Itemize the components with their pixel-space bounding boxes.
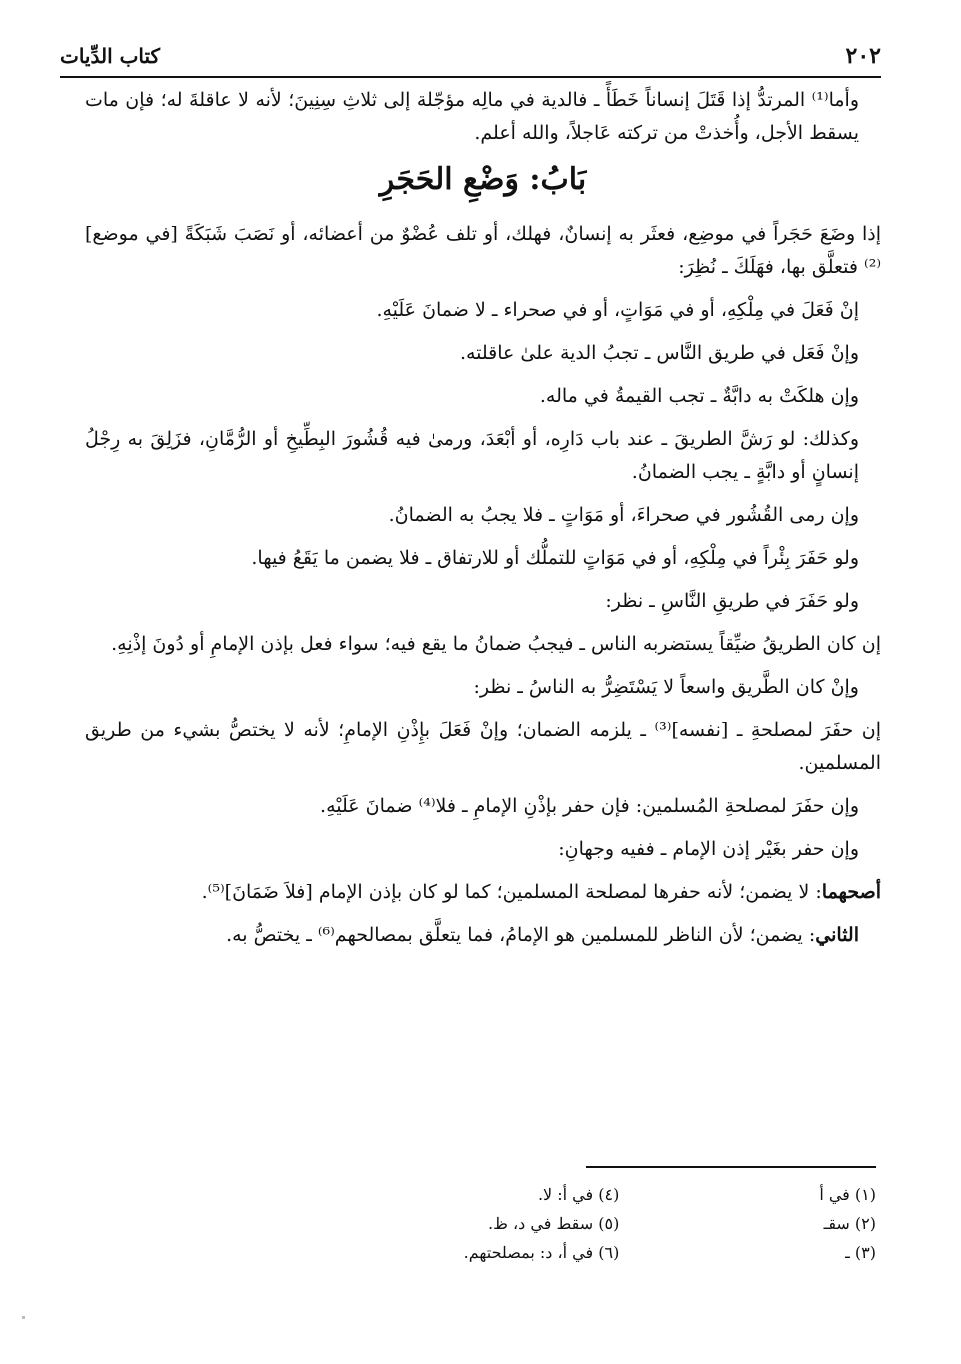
footnote-rule [586, 1166, 876, 1168]
paragraph: وإن رمى القُشُور في صحراءَ، أو مَوَاتٍ ـ فلا يجبُ به الضمانُ. [388, 504, 859, 526]
paragraph: ولو حَفَرَ في طريقِ النَّاسِ ـ نظر: [605, 590, 859, 612]
paragraph: إن حفَرَ لمصلحةِ ـ [نفسه]⁽³⁾ ـ يلزمه الضمان؛ وإنْ فَعَلَ بإِذْنِ الإمامِ؛ لأنه لا يختصُّ بشيء من طريق المسلمين. [85, 719, 881, 774]
paragraph: ولو حَفَرَ بِئْراً في مِلْكِهِ، أو في مَوَاتٍ للتملُّك أو للارتفاق ـ فلا يضمن ما يَقَعُ فيها. [251, 547, 859, 569]
main-text [85, 84, 881, 962]
paragraph: وأما⁽¹⁾ المرتدُّ إذا قَتَلَ إنساناً خَطَأً ـ فالدية في مالِه مؤجّلة إلى ثلاثِ سِنِينَ؛ لأنه لا عاقلةَ له؛ فإن مات يسقط الأجل، وأُخذتْ من تركته عَاجلاً، والله أعلم. [85, 89, 859, 144]
scan-mark [22, 1316, 25, 1319]
paragraph: وكذلك: لو رَشَّ الطريقَ ـ عند باب دَارِه، أو أبْعَدَ، ورمىٰ فيه قُشُورَ البِطِّيخِ أو الرُّمَّانِ، فزَلِقَ به رِجْلُ إنسانٍ أو دابَّةٍ ـ يجب الضمانُ. [85, 428, 859, 483]
paragraph: وإنْ فَعَل في طريق النَّاس ـ تجبُ الدية علىٰ عاقلته. [459, 342, 859, 364]
opinion-second [85, 919, 881, 952]
paragraph: إن كان الطريقُ ضيِّقاً يستضربه الناس ـ فيجبُ ضمانُ ما يقع فيه؛ سواء فعل بإذن الإمامِ أو دُونَ إذْنِهِ. [111, 633, 881, 655]
page-header [60, 36, 881, 78]
chapter-title: بَابُ: وَضْعِ الحَجَرِ [379, 162, 587, 197]
footnotes-left-column [464, 1180, 620, 1267]
paragraph: إذا وضَعَ حَجَراً في موضِع، فعثَر به إنسانٌ، فهلك، أو تلف عُضْوٌ من أعضائه، أو نَصَبَ شَبَكَةً [في موضع]⁽²⁾ فتعلَّق بها، فهَلَكَ ـ نُظِرَ: [85, 223, 881, 278]
footnote: (٥) سقط في د، ظ. [488, 1214, 620, 1233]
footnote: (٢) سقـ [823, 1214, 876, 1233]
footnote: (٦) في أ، د: بمصلحتهم. [463, 1243, 620, 1262]
book-title: كتاب الدِّيات [60, 44, 161, 68]
opinion-text: : يضمن؛ لأن الناظر للمسلمين هو الإمامُ، فما يتعلَّق بمصالحهم⁽⁶⁾ ـ يختصُّ به. [226, 924, 816, 946]
footnote: (٣) ـ [845, 1243, 876, 1262]
opinion-label: أصحهما [821, 881, 881, 903]
opinion-first [85, 876, 881, 909]
footnote: (١) في أ [819, 1185, 876, 1204]
page-number: ٢٠٢ [845, 43, 881, 69]
paragraph: وإن حفَرَ لمصلحةِ المُسلمين: فإن حفر بإذْنِ الإمامِ ـ فلا⁽⁴⁾ ضمانَ عَلَيْهِ. [320, 795, 859, 817]
footnote: (٤) في أ: لا. [537, 1185, 620, 1204]
footnotes [290, 1180, 876, 1267]
paragraph: وإن هلكَتْ به دابَّةٌ ـ تجب القيمةُ في ماله. [539, 385, 859, 407]
footnotes-right-column [819, 1180, 876, 1267]
paragraph: وإن حفر بغَيْر إذن الإمام ـ ففيه وجهانِ: [558, 838, 859, 860]
paragraph: وإنْ كان الطَّريق واسعاً لا يَسْتَضِرُّ به الناسُ ـ نظر: [473, 676, 859, 698]
opinion-label: الثاني [815, 924, 859, 946]
paragraph: إنْ فَعَلَ في مِلْكِهِ، أو في مَوَاتٍ، أو في صحراء ـ لا ضمانَ عَلَيْهِ. [376, 299, 859, 321]
opinion-text: : لا يضمن؛ لأنه حفرها لمصلحة المسلمين؛ كما لو كان بإذن الإمام [فلاَ ضَمَانَ]⁽⁵⁾. [201, 881, 822, 903]
